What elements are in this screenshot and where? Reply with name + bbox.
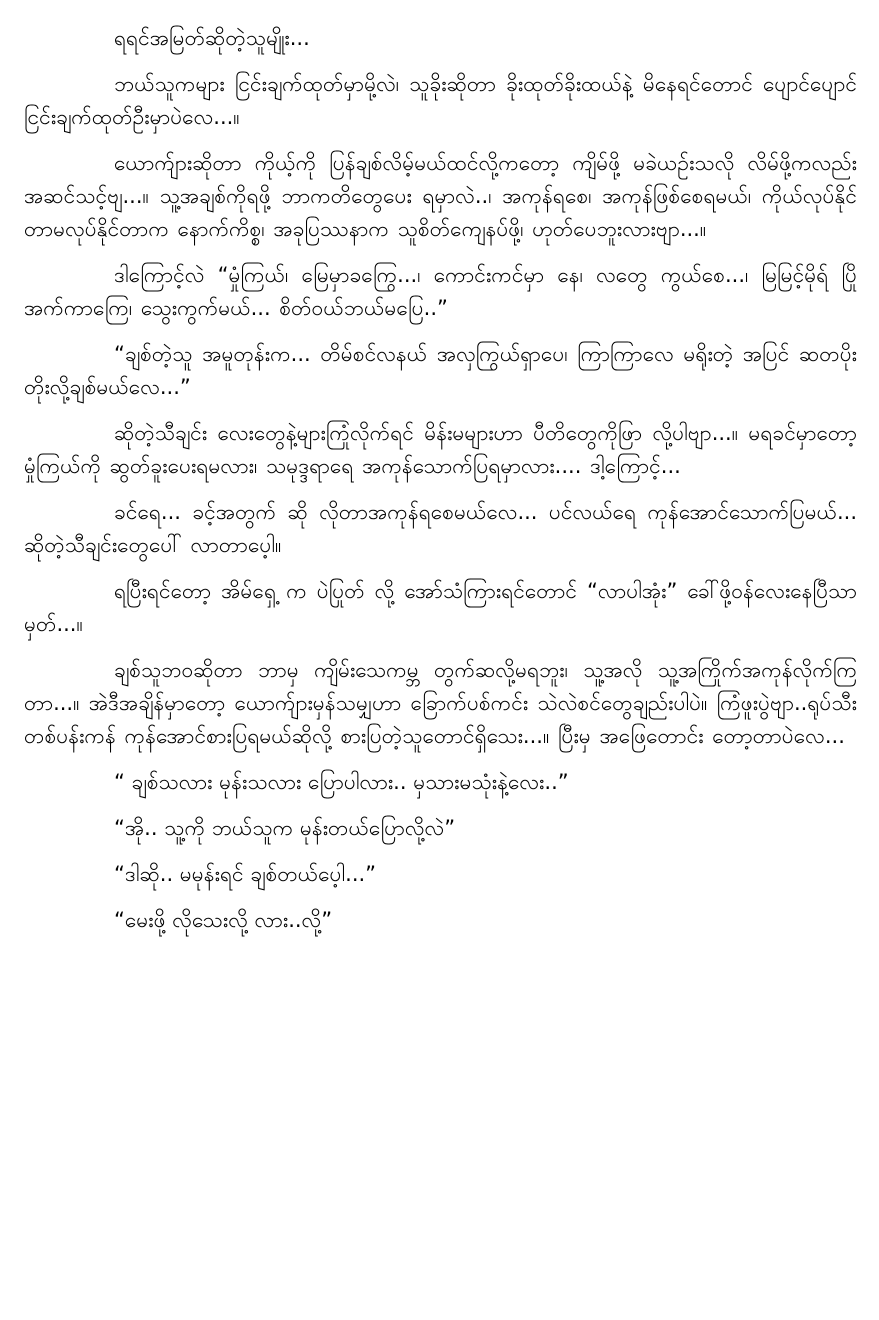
dialogue-line: “မေးဖို့ လိုသေးလို့ လား..လို့” — [114, 908, 333, 932]
paragraph-song-lyric: ဒါကြောင့်လဲ “မှုံကြယ်၊ မြေမှာခကြွေ...၊ ကောင်းကင်မှာ နေ၊ လတွေ ကွယ်စေ...၊ မြမြင့်မိုရ် ပြိုအက်ကာကြေ၊ သွေးကွက်မယ်... စိတ်ဝယ်ဘယ်မပြေ..” — [24, 263, 857, 320]
paragraph: ခင်ရေ... ခင့်အတွက် ဆို လိုတာအကုန်ရစေမယ်လေ... ပင်လယ်ရေ ကုန်အောင်သောက်ပြမယ်... ဆိုတဲ့သီချင်းတွေပေါ် လာတာပေ့ါ။ — [24, 500, 857, 557]
dialogue-line: “ဒါဆို.. မမုန်းရင် ချစ်တယ်ပေ့ါ...” — [114, 862, 377, 886]
book-page — [24, 22, 857, 1302]
paragraph: ဆိုတဲ့သီချင်း လေးတွေနဲ့များကြုံလိုက်ရင် မိန်းမများဟာ ပီတိတွေကိုဖြာ လို့ပါဗျာ...။ မရခင်မှာတော့ မှုံကြယ်ကို ဆွတ်ခူးပေးရမလား၊ သမုဒ္ဒရာရေ အကုန်သောက်ပြရမှာလား.... ဒါ့ကြောင့်... — [24, 421, 857, 478]
paragraph-heading-line: ရရင်အမြတ်ဆိုတဲ့သူမျိုး... — [114, 26, 310, 50]
paragraph: ချစ်သူဘဝဆိုတာ ဘာမှ ကျိမ်းသေကမ္ဘ တွက်ဆလို့မရဘူး၊ သူ့အလို သူ့အကြိုက်အကုန်လိုက်ကြတာ...။ အဲဒီအချိန်မှာတော့ ယောက်ျားမှန်သမျှဟာ ခြောက်ပစ်ကင်း သဲလဲစင်တွေချည်းပါပဲ။ ကြံဖူးပွဲဗျာ..ရုပ်သီး တစ်ပန်းကန် ကုန်အောင်စားပြရမယ်ဆိုလို့ စားပြတဲ့သူတောင်ရှိသေး...။ ပြီးမှ အဖြေတောင်း တော့တာပဲလေ... — [24, 658, 857, 748]
paragraph: ဘယ်သူကများ ငြင်းချက်ထုတ်မှာမို့လဲ၊ သူခိုးဆိုတာ ခိုးထုတ်ခိုးထယ်နဲ့ မိနေရင်တောင် ပျောင်ပျောင်ငြင်းချက်ထုတ်ဦးမှာပဲလေ...။ — [24, 72, 857, 129]
dialogue-line: “အို.. သူ့ကို ဘယ်သူက မုန်းတယ်ပြောလို့လဲ” — [114, 816, 456, 840]
paragraph: ရပြီးရင်တော့ အိမ်ရှေ့ က ပဲပြုတ် လို့ အော်သံကြားရင်တောင် “လာပါအုံး” ခေါ်ဖို့ဝန်လေးနေပြီသာမှတ်...။ — [24, 579, 857, 636]
paragraph: ယောက်ျားဆိုတာ ကိုယ့်ကို ပြန်ချစ်လိမ့်မယ်ထင်လို့ကတော့ ကျိမ်ဖို့ မခဲယဉ်းသလို လိမ်ဖို့ကလည်းအဆင်သင့်ဗျ...။ သူ့အချစ်ကိုရဖို့ ဘာကတိတွေပေး ရမှာလဲ..၊ အကုန်ရစေ၊ အကုန်ဖြစ်စေရမယ်၊ ကိုယ်လုပ်နိုင်တာမလုပ်နိုင်တာက နောက်ကိစ္စ၊ အခုပြဿနာက သူစိတ်ကျေနပ်ဖို့၊ ဟုတ်ပေဘူးလားဗျာ...။ — [24, 151, 857, 241]
paragraph-song-lyric: “ချစ်တဲ့သူ အမူတုန်းက... တိမ်စင်လနယ် အလှကြွယ်ရှာပေ၊ ကြာကြာလေ မရိုးတဲ့ အပြင် ဆတပိုးတိုးလို့ချစ်မယ်လေ...” — [24, 342, 857, 399]
dialogue-line: “ ချစ်သလား မုန်းသလား ပြောပါလား.. မှသားမသုံးနဲ့လေး..” — [114, 770, 569, 794]
dialogue-block — [24, 766, 857, 937]
